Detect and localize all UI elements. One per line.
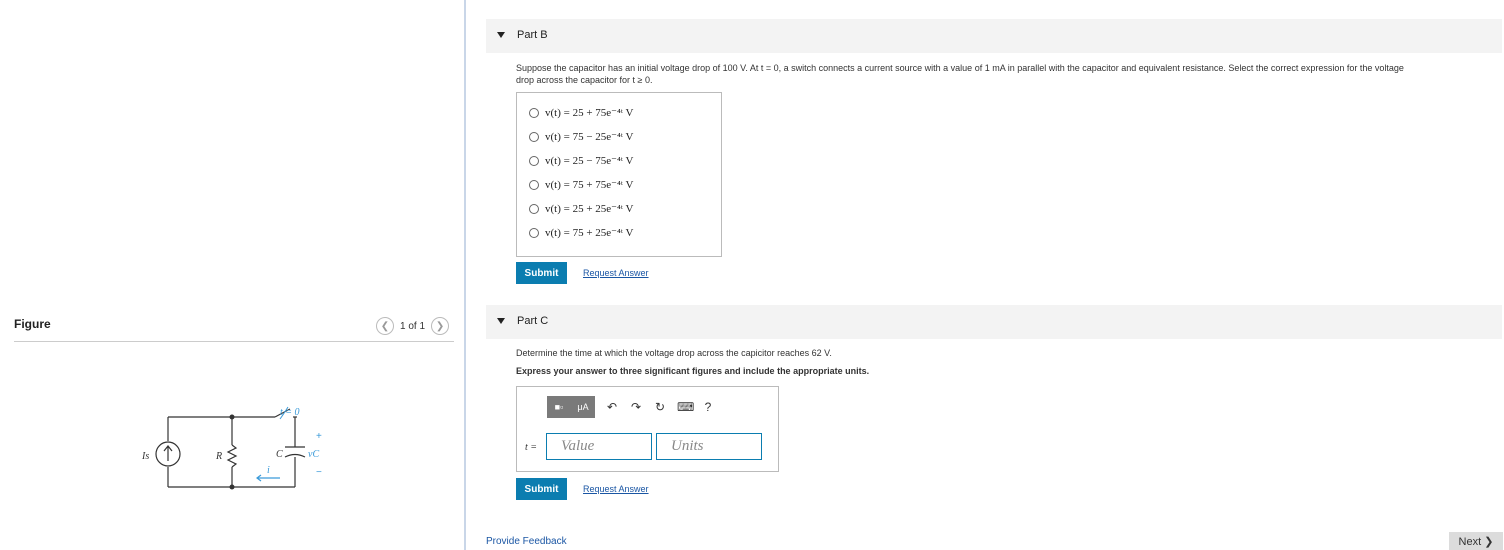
choice-text: v(t) = 25 + 25e⁻⁴ᵗ V <box>545 203 634 215</box>
current-label: i <box>267 465 270 476</box>
part-c-label: Part C <box>517 315 549 327</box>
choice-2[interactable] <box>529 130 633 143</box>
chevron-left-icon: ❮ <box>380 320 390 332</box>
radio-button[interactable] <box>529 228 539 238</box>
panel-divider <box>464 0 466 550</box>
figure-pager <box>376 317 449 335</box>
part-b-question-line2: drop across the capacitor for t ≥ 0. <box>516 75 653 85</box>
part-c-question: Determine the time at which the voltage drop across the capicitor reaches 62 V. <box>516 348 832 358</box>
radio-button[interactable] <box>529 108 539 118</box>
figure-page-indicator: 1 of 1 <box>400 320 426 332</box>
choice-3[interactable] <box>529 154 633 167</box>
chevron-right-icon: ❯ <box>435 320 445 332</box>
next-figure-button[interactable] <box>431 317 449 335</box>
reset-icon[interactable]: ↻ <box>654 400 666 414</box>
figure-title: Figure <box>14 317 51 331</box>
collapse-triangle-icon <box>497 318 505 324</box>
units-button[interactable]: μA <box>571 396 595 418</box>
choice-6[interactable] <box>529 226 633 239</box>
part-c-submit-button[interactable]: Submit <box>516 478 567 500</box>
choice-text: v(t) = 75 − 25e⁻⁴ᵗ V <box>545 131 634 143</box>
figure-panel <box>0 0 465 550</box>
plus-sign: + <box>316 431 322 442</box>
radio-button[interactable] <box>529 132 539 142</box>
part-b-request-answer-link[interactable]: Request Answer <box>583 268 649 278</box>
minus-sign: − <box>316 467 322 478</box>
part-b-submit-button[interactable]: Submit <box>516 262 567 284</box>
radio-button[interactable] <box>529 204 539 214</box>
part-b-label: Part B <box>517 29 548 41</box>
voltage-label: vC <box>308 449 320 460</box>
math-toolbar <box>547 396 715 418</box>
choice-text: v(t) = 75 + 25e⁻⁴ᵗ V <box>545 227 634 239</box>
resistor-label: R <box>216 451 223 462</box>
answer-input-box <box>516 386 779 472</box>
choice-text: v(t) = 25 − 75e⁻⁴ᵗ V <box>545 155 634 167</box>
next-button[interactable]: Next ❯ <box>1449 532 1503 550</box>
circuit-diagram <box>130 395 340 500</box>
help-icon[interactable]: ? <box>704 400 712 414</box>
units-input[interactable]: Units <box>656 433 762 460</box>
template-icon: ■▫ <box>554 402 564 412</box>
t-equals-label: t = <box>525 442 538 453</box>
prev-figure-button[interactable] <box>376 317 394 335</box>
radio-button[interactable] <box>529 180 539 190</box>
choice-text: v(t) = 25 + 75e⁻⁴ᵗ V <box>545 107 634 119</box>
keyboard-icon[interactable]: ⌨ <box>677 400 695 414</box>
part-c-instruction: Express your answer to three significant figures and include the appropriate units. <box>516 366 870 376</box>
template-button[interactable] <box>547 396 571 418</box>
choice-text: v(t) = 75 + 75e⁻⁴ᵗ V <box>545 179 634 191</box>
part-b-question-line1: Suppose the capacitor has an initial voltage drop of 100 V. At t = 0, a switch connects a current source with a value of 1 mA in parallel with the capacitor and equivalent resistance. Select the correct expression for the voltage <box>516 63 1404 73</box>
capacitor-label: C <box>276 449 283 460</box>
collapse-triangle-icon <box>497 32 505 38</box>
choice-5[interactable] <box>529 202 633 215</box>
provide-feedback-link[interactable]: Provide Feedback <box>486 536 567 547</box>
part-c-header[interactable] <box>486 305 1502 339</box>
undo-icon[interactable]: ↶ <box>606 400 618 414</box>
part-b-header[interactable] <box>486 19 1502 53</box>
answer-choices <box>516 92 722 257</box>
figure-divider <box>14 341 454 342</box>
choice-4[interactable] <box>529 178 633 191</box>
value-input[interactable]: Value <box>546 433 652 460</box>
radio-button[interactable] <box>529 156 539 166</box>
part-c-request-answer-link[interactable]: Request Answer <box>583 484 649 494</box>
choice-1[interactable] <box>529 106 633 119</box>
redo-icon[interactable]: ↷ <box>630 400 642 414</box>
source-label: Is <box>142 451 150 462</box>
switch-label: t = 0 <box>280 407 300 418</box>
part-b-question <box>516 62 1496 86</box>
